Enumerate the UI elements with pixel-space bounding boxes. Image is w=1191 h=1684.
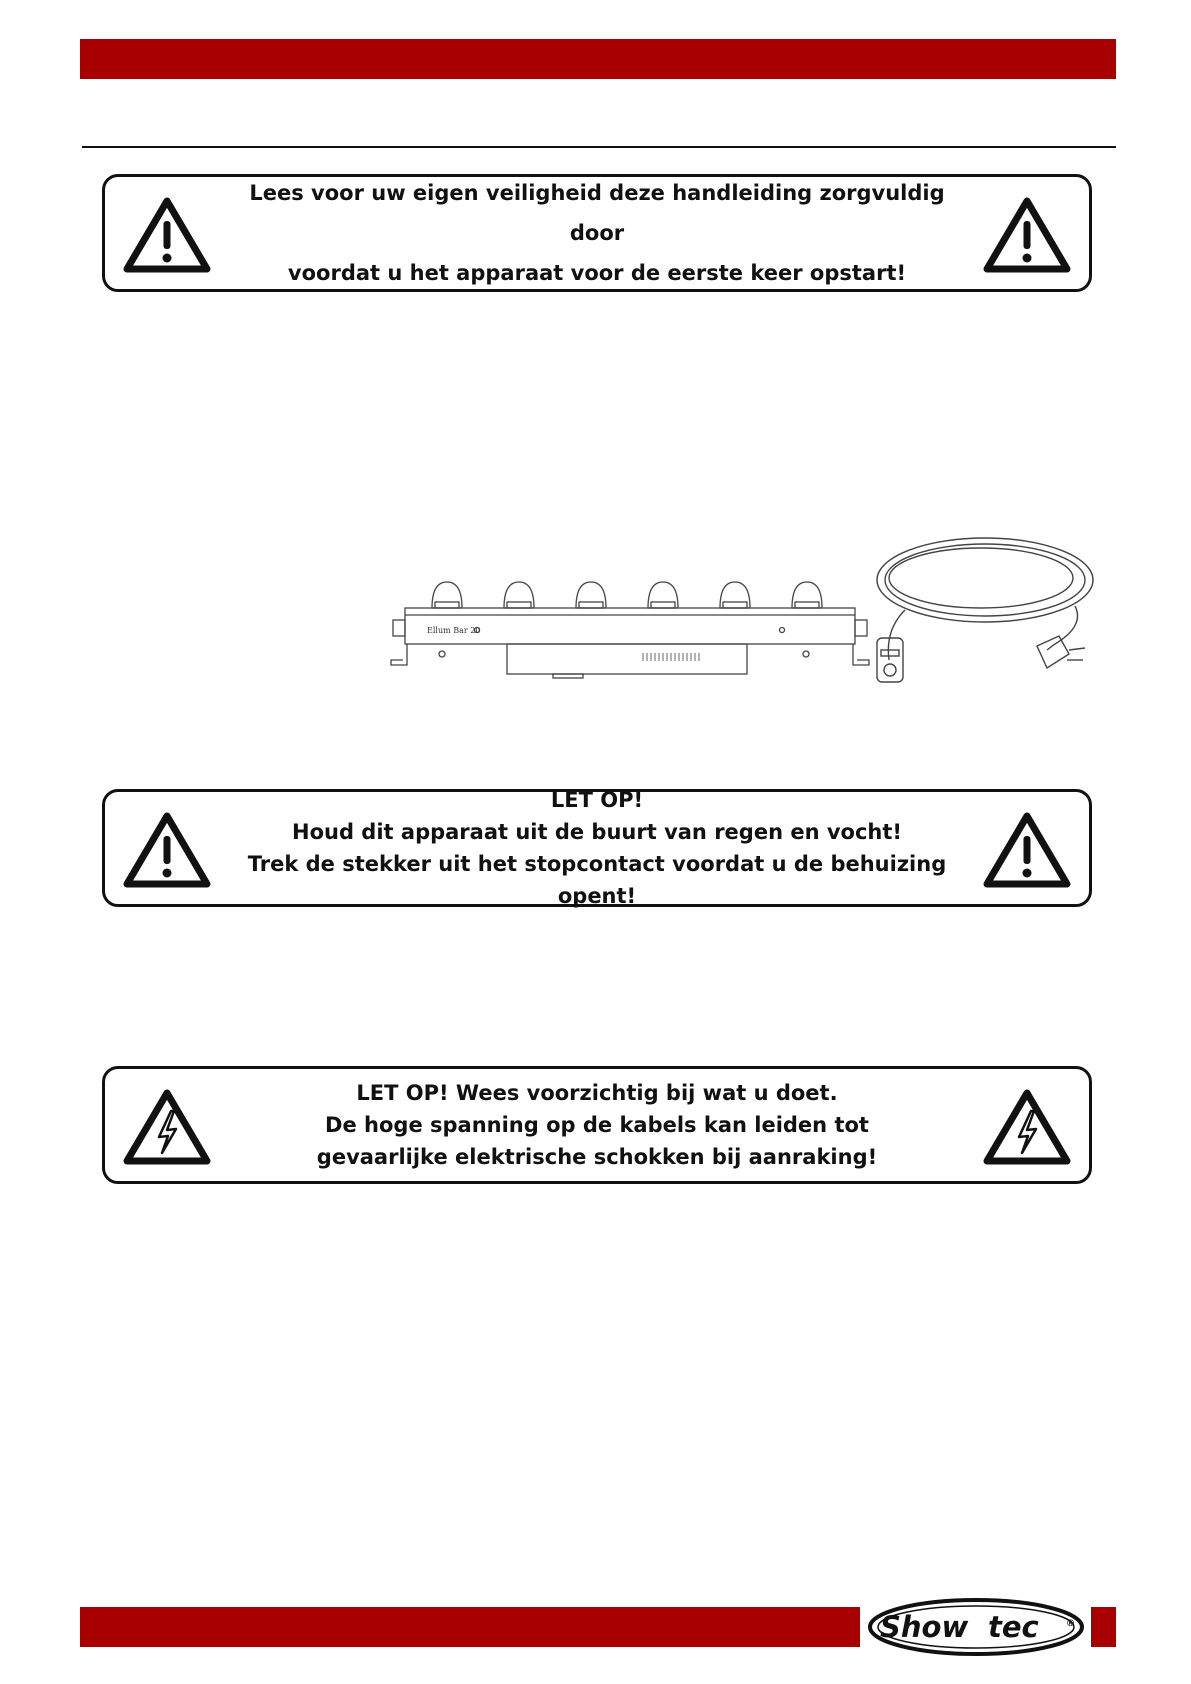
warning-line: De hoge spanning op de kabels kan leiden tot <box>325 1113 869 1137</box>
high-voltage-warning-icon <box>981 1087 1073 1167</box>
read-manual-warning-box <box>102 174 1092 292</box>
warning-message <box>225 1069 969 1181</box>
moisture-warning-box <box>102 789 1092 907</box>
warning-line: Trek de stekker uit het stopcontact voordat u de behuizing opent! <box>247 852 947 908</box>
exclamation-warning-icon <box>981 195 1073 275</box>
exclamation-warning-icon <box>121 810 213 890</box>
high-voltage-warning-box <box>102 1066 1092 1184</box>
product-label: Ellum Bar 20 <box>427 626 481 635</box>
product-illustration <box>385 520 1105 700</box>
warning-line: Houd dit apparaat uit de buurt van regen en vocht! <box>292 820 902 844</box>
led-domes <box>432 582 822 608</box>
exclamation-warning-icon <box>981 810 1073 890</box>
warning-line: Lees voor uw eigen veiligheid deze handleiding zorgvuldig door <box>249 181 945 245</box>
warning-line: LET OP! <box>550 788 644 812</box>
footer-bar <box>80 1607 860 1647</box>
power-cable-drawing <box>877 538 1093 682</box>
exclamation-warning-icon <box>121 195 213 275</box>
warning-line: voordat u het apparaat voor de eerste keer opstart! <box>287 261 907 285</box>
high-voltage-warning-icon <box>121 1087 213 1167</box>
header-bar <box>80 39 1116 79</box>
warning-message <box>225 788 969 908</box>
header-rule <box>82 146 1116 148</box>
warning-message <box>225 177 969 289</box>
logo-text-show: Show <box>880 1610 969 1644</box>
logo-registered-mark: ® <box>1066 1619 1075 1629</box>
warning-line: gevaarlijke elektrische schokken bij aanraking! <box>316 1145 878 1169</box>
logo-text-tec: tec <box>988 1610 1039 1644</box>
warning-line: LET OP! Wees voorzichtig bij wat u doet. <box>356 1081 838 1105</box>
footer-bar-end <box>1091 1607 1116 1647</box>
showtec-logo <box>866 1596 1086 1658</box>
